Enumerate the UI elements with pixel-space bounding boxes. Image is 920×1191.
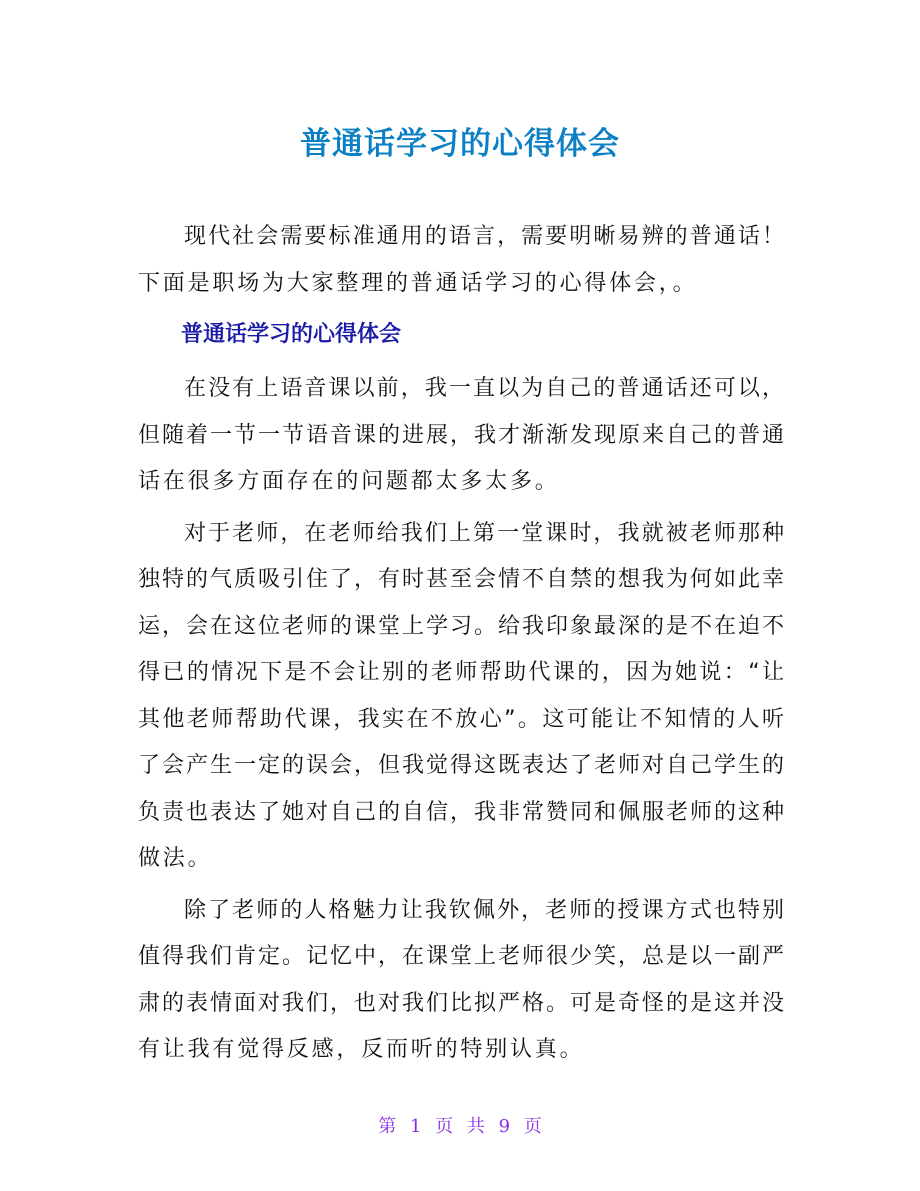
text-line: 了会产生一定的误会，但我觉得这既表达了老师对自己学生的 — [138, 753, 784, 778]
text-line: 下面是职场为大家整理的普通话学习的心得体会，。 — [138, 270, 698, 296]
text-line: 其他老师帮助代课，我实在不放心”。这可能让不知情的人听 — [138, 706, 784, 732]
text-line: 值得我们肯定。记忆中，在课堂上老师很少笑，总是以一副严 — [138, 944, 784, 969]
text-line: 独特的气质吸引住了，有时甚至会情不自禁的想我为何如此幸 — [138, 567, 784, 592]
document-body — [138, 214, 784, 1079]
text-line: 做法。 — [138, 846, 213, 871]
body-paragraph — [138, 511, 784, 883]
text-line: 话在很多方面存在的问题都太多太多。 — [138, 469, 560, 494]
text-line: 除了老师的人格魅力让我钦佩外，老师的授课方式也特别 — [184, 897, 784, 923]
page-number: 第 1 页 共 9 页 — [378, 1116, 542, 1137]
text-line: 有让我有觉得反感，反而听的特别认真。 — [138, 1037, 585, 1062]
document-title: 普通话学习的心得体会 — [300, 126, 620, 162]
text-line: 得已的情况下是不会让别的老师帮助代课的，因为她说：“让 — [138, 660, 784, 685]
intro-paragraph — [138, 214, 784, 307]
text-line: 肃的表情面对我们，也对我们比拟严格。可是奇怪的是这并没 — [138, 990, 784, 1016]
text-line: 但随着一节一节语音课的进展，我才渐渐发现原来自己的普通 — [138, 422, 784, 448]
text-line: 现代社会需要标准通用的语言，需要明晰易辨的普通话！ — [184, 224, 784, 249]
text-line: 对于老师，在老师给我们上第一堂课时，我就被老师那种 — [184, 520, 784, 546]
text-line: 运，会在这位老师的课堂上学习。给我印象最深的是不在迫不 — [138, 613, 784, 639]
body-paragraph — [138, 888, 784, 1074]
section-heading: 普通话学习的心得体会 — [181, 322, 402, 347]
text-line: 在没有上语音课以前，我一直以为自己的普通话还可以， — [184, 376, 784, 401]
text-line: 负责也表达了她对自己的自信，我非常赞同和佩服老师的这种 — [138, 799, 784, 825]
body-paragraph — [138, 366, 784, 506]
